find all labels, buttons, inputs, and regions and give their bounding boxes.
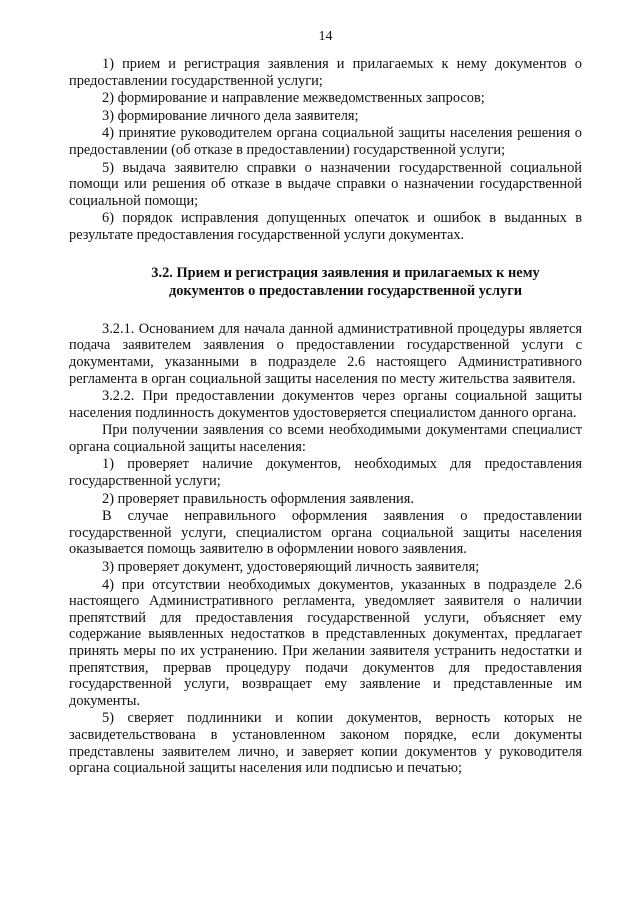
page-number: 14 [318, 29, 333, 44]
paragraph: 1) проверяет наличие документов, необходимых для предоставления государственной услуги; [69, 456, 582, 490]
paragraph: 3) проверяет документ, удостоверяющий личность заявителя; [102, 559, 480, 576]
list-item: 4) принятие руководителем органа социальной защиты населения решения о предоставлении (об отказе в предоставлении) государственной услуги; [69, 125, 582, 158]
section-heading-line: 3.2. Прием и регистрация заявления и прилагаемых к нему [151, 264, 540, 281]
section-body [69, 321, 582, 777]
list-item: 3) формирование личного дела заявителя; [102, 107, 359, 124]
paragraph: 3.2.2. При предоставлении документов через органы социальной защиты населения подлинность документов удостоверяется специалистом данного органа. [69, 388, 582, 421]
list-item: 1) прием и регистрация заявления и прилагаемых к нему документов о предоставлении государственной услуги; [69, 56, 582, 89]
section-heading [69, 264, 582, 301]
list-item: 6) порядок исправления допущенных опечаток и ошибок в выданных в результате предоставления государственной услуги документах. [69, 210, 582, 243]
paragraph: 2) проверяет правильность оформления заявления. [102, 490, 414, 507]
paragraph: При получении заявления со всеми необходимыми документами специалист органа социальной защиты населения: [69, 422, 582, 455]
paragraph: В случае неправильного оформления заявления о предоставлении государственной услуги, специалистом органа социальной защиты населения оказывается помощь заявителю в оформлении нового заявления. [69, 508, 582, 558]
section-heading-line: документов о предоставлении государственной услуги [168, 283, 523, 300]
paragraph: 5) сверяет подлинники и копии документов, верность которых не засвидетельствована в установленном законом порядке, если документы представлены заявителем лично, и заверяет копии документов у руководителя органа социальной защиты населения или подписью и печатью; [69, 710, 582, 777]
list-item: 2) формирование и направление межведомственных запросов; [102, 90, 485, 107]
paragraph: 4) при отсутствии необходимых документов, указанных в подразделе 2.6 настоящего Административного регламента, уведомляет заявителя о наличии препятствий для предоставления государственной услуги, объясняет ему содержание выявленных недостатков в представленных документах, предлагает принять меры по их устранению. При желании заявителя устранить недостатки и препятствия, прервав процедуру подачи документов для предоставления государственной услуги, возвращает ему заявление и представленные им документы. [69, 576, 582, 709]
paragraph: 3.2.1. Основанием для начала данной административной процедуры является подача заявителем заявления о предоставлении государственной услуги с документами, указанными в подразделе 2.6 настоящего Административного регламента в орган социальной защиты населения по месту жительства заявителя. [69, 320, 582, 387]
list-item: 5) выдача заявителю справки о назначении государственной социальной помощи или решения об отказе в выдаче справки о назначении государственной социальной помощи; [69, 159, 582, 209]
procedure-list [69, 56, 582, 244]
